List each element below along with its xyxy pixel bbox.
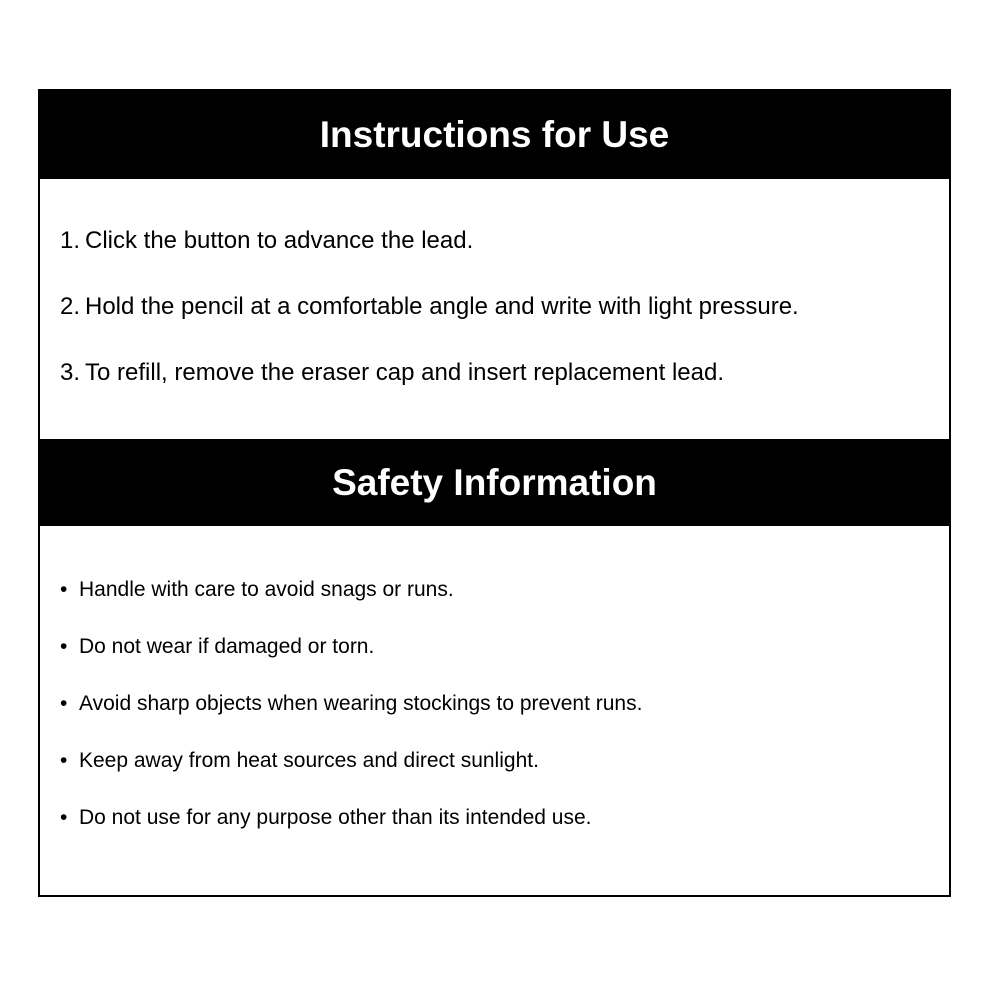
instruction-step [60,293,799,359]
instruction-step [60,359,799,425]
safety-item-text: Do not use for any purpose other than its intended use. [79,806,592,829]
safety-list [60,577,642,862]
safety-item-text: Do not wear if damaged or torn. [79,635,375,658]
step-number: 3. [60,359,81,386]
step-number: 2. [60,293,81,320]
step-text: Hold the pencil at a comfortable angle and write with light pressure. [85,293,799,320]
step-text: Click the button to advance the lead. [85,227,474,254]
bullet-icon: • [60,578,68,601]
safety-item [60,805,642,862]
instructions-title: Instructions for Use [319,114,670,155]
safety-item [60,577,642,634]
safety-item-text: Keep away from heat sources and direct sunlight. [79,749,539,772]
bullet-icon: • [60,692,68,715]
safety-item [60,748,642,805]
safety-item [60,634,642,691]
bullet-icon: • [60,749,68,772]
bullet-icon: • [60,806,68,829]
safety-item-text: Handle with care to avoid snags or runs. [79,578,454,601]
safety-item [60,691,642,748]
instruction-step [60,227,799,293]
instructions-card [38,89,951,897]
bullet-icon: • [60,635,68,658]
safety-header [40,439,949,526]
instructions-list [60,227,799,425]
safety-title: Safety Information [332,462,657,503]
instructions-header [40,91,949,179]
step-text: To refill, remove the eraser cap and insert replacement lead. [85,359,724,386]
step-number: 1. [60,227,81,254]
safety-item-text: Avoid sharp objects when wearing stockings to prevent runs. [79,692,643,715]
